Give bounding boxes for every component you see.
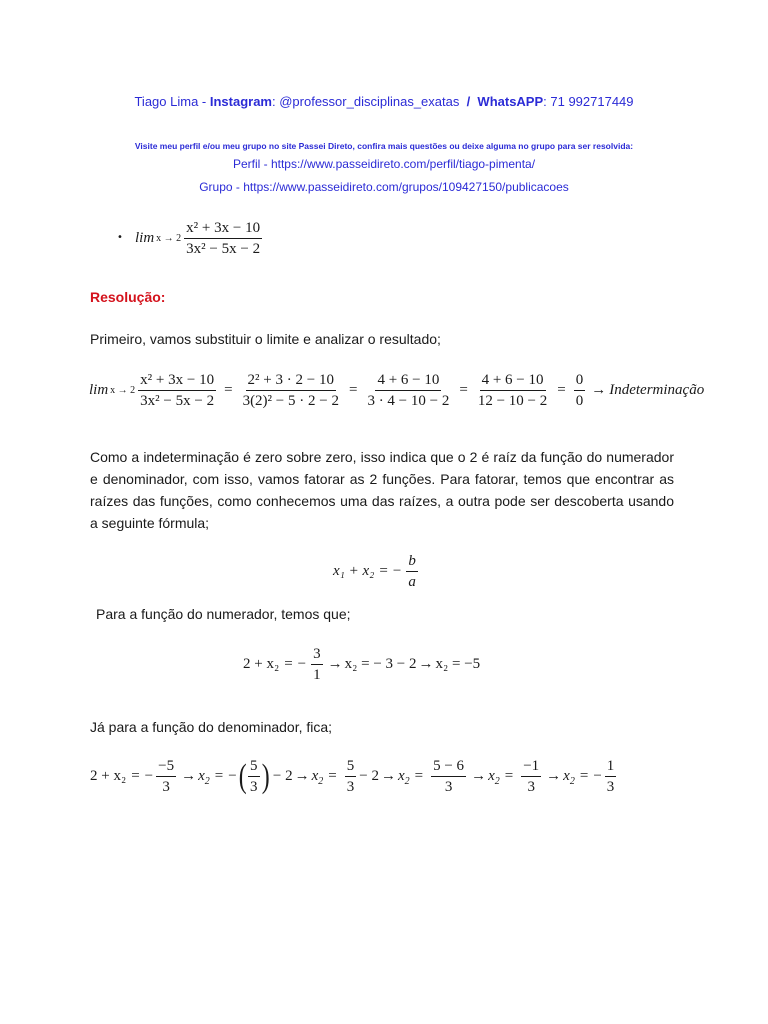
- header-separator: /: [459, 94, 478, 109]
- fraction-numerator: 3: [311, 646, 323, 665]
- equals-sign: =: [504, 768, 514, 784]
- equals-sign: =: [414, 768, 424, 784]
- arrow-symbol: →: [327, 656, 343, 672]
- fraction-numerator: 5: [248, 758, 260, 777]
- fraction: [476, 372, 549, 409]
- equation-start: 2 + x₂: [90, 768, 127, 784]
- fraction-denominator: 1: [313, 667, 321, 683]
- fraction-numerator: 2² + 3 · 2 − 10: [246, 372, 336, 391]
- result-text: Indeterminação: [609, 382, 705, 398]
- fraction-denominator: 3(2)² − 5 · 2 − 2: [242, 393, 339, 409]
- fraction-numerator: 1: [605, 758, 617, 777]
- fraction-numerator: x² + 3x − 10: [138, 372, 216, 391]
- fraction-numerator: b: [406, 553, 418, 572]
- arrow-symbol: →: [471, 768, 487, 784]
- equation-start: 2 + x₂: [243, 656, 280, 672]
- fraction-numerator: 5 − 6: [431, 758, 466, 777]
- fraction: [248, 758, 260, 795]
- fraction-denominator: 3 · 4 − 10 − 2: [367, 393, 450, 409]
- limit-statement: lim x → 2 $\frac{\text{x² + 3x − 10}}{\text{3x² − 5x − 2}}$: [135, 220, 261, 257]
- fraction-denominator: 0: [575, 393, 584, 409]
- fraction-numerator: 0: [574, 372, 586, 391]
- fraction-denominator: a: [408, 574, 416, 590]
- visit-notice: Visite meu perfil e/ou meu grupo no site Passei Direto, confira mais questões ou deixe alguma no grupo para ser resolvida:: [134, 141, 634, 151]
- formula-lhs: x₁ + x₂: [333, 563, 375, 579]
- fraction: [156, 758, 176, 795]
- paragraph-explanation: Como a indeterminação é zero sobre zero, isso indica que o 2 é raíz da função do numerador e denominador, com isso, vamos fatorar as 2 funções. Para fatorar, temos que encontrar as raízes das funções, como conhecemos uma das raízes, a outra pode ser descoberta usando a seguinte fórmula;: [90, 449, 674, 531]
- instagram-handle[interactable]: : @professor_disciplinas_exatas: [272, 94, 460, 109]
- grupo-link[interactable]: Grupo - https://www.passeidireto.com/grupos/109427150/publicacoes: [199, 180, 569, 194]
- bullet-marker: •: [117, 232, 123, 243]
- fraction-denominator: 3: [346, 779, 355, 795]
- arrow-symbol: →: [380, 768, 396, 784]
- fraction: [345, 758, 357, 795]
- equals-sign: =: [579, 768, 589, 784]
- fraction-numerator: 4 + 6 − 10: [375, 372, 441, 391]
- substitution-equation: lim x → 2 $\frac{\text{x² + 3x − 10}}{\text{3x² − 5x − 2}}$ = $\frac{\text{2² + 3 · 2 − 10}}{\text{3(2)² − 5 · 2 − 2}}$ = $\frac{4 + 6 - 10}{3 \cdot 4 - 10 - 2}$ = $\frac{4 + 6 - 10}{12 - 10 - 2}$ = $\frac{0}{0}$ → Indeterminação: [89, 372, 705, 409]
- arrow-symbol: →: [591, 382, 607, 398]
- paragraph-substitute: Primeiro, vamos substituir o limite e analizar o resultado;: [90, 331, 441, 347]
- fraction: [406, 553, 418, 590]
- whatsapp-number[interactable]: : 71 992717449: [543, 94, 634, 109]
- arrow-symbol: →: [181, 768, 197, 784]
- fraction-denominator: 3: [606, 779, 615, 795]
- fraction-numerator: −1: [521, 758, 541, 777]
- fraction: [241, 372, 341, 409]
- paragraph-denominator: Já para a função do denominador, fica;: [90, 719, 333, 735]
- arrow-symbol: →: [294, 768, 310, 784]
- whatsapp-label: WhatsAPP: [477, 94, 544, 109]
- fraction-numerator: 5: [345, 758, 357, 777]
- numerator-root-equation: [243, 646, 480, 683]
- minus-sign: −: [228, 768, 237, 784]
- fraction: [138, 372, 216, 409]
- minus-two: − 2: [272, 768, 293, 784]
- arrow-symbol: →: [418, 656, 434, 672]
- fraction-denominator: 3x² − 5x − 2: [140, 393, 215, 409]
- paragraph-numerator: Para a função do numerador, temos que;: [96, 606, 351, 622]
- fraction: [431, 758, 466, 795]
- left-paren: (: [238, 757, 247, 795]
- equals-sign: =: [328, 768, 337, 784]
- arrow-symbol: →: [546, 768, 562, 784]
- variable-x2: $x_2$: [397, 768, 410, 787]
- minus-sign: −: [593, 768, 602, 784]
- equals-sign: =: [459, 382, 468, 398]
- fraction: [574, 372, 586, 409]
- fraction-denominator: 3: [250, 779, 258, 795]
- equals-sign: =: [224, 382, 233, 398]
- fraction-denominator: 3: [444, 779, 453, 795]
- equals-sign: =: [348, 382, 358, 398]
- fraction: [311, 646, 323, 683]
- variable-x2: $x_2$: [311, 768, 324, 787]
- equals-sign: =: [557, 382, 566, 398]
- minus-sign: −: [297, 656, 307, 672]
- equation-step: x₂ = − 3 − 2: [344, 656, 417, 672]
- equals-sign: =: [379, 563, 388, 579]
- limit-denominator: 3x² − 5x − 2: [186, 241, 261, 257]
- fraction-denominator: 3: [162, 779, 170, 795]
- minus-two: − 2: [359, 768, 379, 784]
- fraction-numerator: 4 + 6 − 10: [480, 372, 546, 391]
- sum-of-roots-formula: [333, 553, 421, 590]
- variable-x2: $x_2$: [198, 768, 210, 787]
- perfil-link[interactable]: Perfil - https://www.passeidireto.com/perfil/tiago-pimenta/: [232, 157, 536, 171]
- variable-x2: $x_2$: [563, 768, 575, 787]
- author-header: [0, 94, 768, 109]
- limit-numerator: x² + 3x − 10: [184, 220, 262, 239]
- fraction: [365, 372, 451, 409]
- equals-sign: =: [214, 768, 224, 784]
- resolution-heading: Resolução:: [90, 289, 166, 305]
- variable-x2: $x_2$: [488, 768, 500, 787]
- fraction-numerator: −5: [156, 758, 176, 777]
- author-name: Tiago Lima -: [134, 94, 210, 109]
- lim-label: lim: [89, 382, 109, 398]
- equation-result: x₂ = −5: [435, 656, 481, 672]
- limit-fraction: [184, 220, 262, 257]
- equals-sign: =: [284, 656, 293, 672]
- minus-sign: −: [392, 563, 402, 579]
- fraction-denominator: 12 − 10 − 2: [477, 393, 548, 409]
- fraction-denominator: 3: [527, 779, 535, 795]
- minus-sign: −: [144, 768, 154, 784]
- equals-sign: =: [131, 768, 140, 784]
- lim-label: lim: [135, 230, 155, 246]
- instagram-label: Instagram: [209, 94, 272, 109]
- fraction: [521, 758, 541, 795]
- right-paren: ): [261, 757, 270, 795]
- fraction: [605, 758, 617, 795]
- denominator-root-equation: [90, 758, 619, 795]
